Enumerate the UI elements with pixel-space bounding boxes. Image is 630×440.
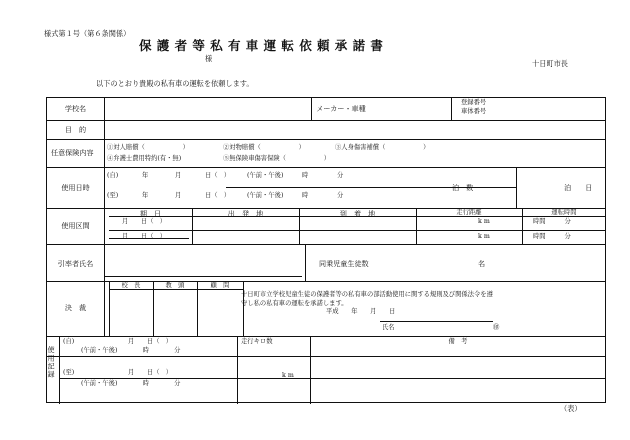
odometer-km: k m (282, 372, 294, 379)
use-datetime-label: 使用日時 (61, 183, 90, 192)
school-name-label: 学校名 (64, 104, 87, 113)
seal-mark: ㊞ (493, 324, 500, 331)
record-from-date: 月 日（ ） (128, 338, 173, 345)
supervisor-label: 引率者氏名 (57, 259, 94, 268)
principal-label: 校 長 (121, 282, 141, 289)
record-from-time: (午前・午後) 時 分 (81, 347, 181, 354)
record-to-time: (午前・午後) 時 分 (81, 380, 181, 387)
page-side-label: （表） (560, 404, 582, 413)
issuer-title: 十日町市長 (532, 59, 568, 68)
consent-text-line-2: 守し私の私有車の運転を承諾します。 (241, 300, 348, 307)
passengers-unit: 名 (478, 259, 486, 268)
to-month: 月 (175, 192, 182, 199)
signer-name-label: 氏名 (382, 324, 395, 331)
addressee-suffix: 様 (205, 54, 213, 63)
from-ampm: (午前・午後) (247, 172, 284, 179)
to-prefix: (至) (107, 192, 119, 199)
distance-header: 走行距離 (456, 209, 482, 216)
to-year: 年 (142, 192, 149, 199)
insurance-label: 任意保険内容 (51, 148, 94, 157)
nights-unit: 泊 日 (564, 183, 593, 192)
insurance-item-5: ⑤無保険車傷害保険（ ） (223, 155, 331, 162)
from-year: 年 (142, 172, 149, 179)
registration-label: 登録番号 (461, 99, 487, 106)
chassis-label: 車体番号 (461, 108, 487, 115)
consent-text-line-1: 十日町市立学校児童生徒の保護者等の私有車の部活動使用に関する規則及び関係法令を遵 (241, 291, 493, 298)
insurance-item-3: ③人身傷害補償（ ） (335, 144, 430, 151)
passengers-label: 同乗児童生徒数 (319, 259, 369, 268)
from-day: 日（ ） (205, 172, 231, 179)
from-prefix: (自) (107, 172, 119, 179)
arrival-header: 到 着 地 (339, 209, 376, 218)
vice-principal-label: 教 頭 (165, 282, 185, 289)
section-row-1-time: 時間 分 (533, 218, 571, 225)
staff-label: 顧 問 (210, 282, 230, 289)
section-row-2-km: k m (478, 233, 490, 240)
from-hour: 時 (302, 172, 309, 179)
to-day: 日（ ） (205, 192, 231, 199)
maker-model-label: メーカー・車種 (316, 104, 366, 113)
record-label: 使用記録 (47, 346, 57, 379)
departure-header: 出 発 地 (227, 209, 264, 218)
purpose-label: 目 的 (64, 125, 87, 134)
to-ampm: (午前・午後) (247, 192, 284, 199)
remarks-label: 備 考 (448, 338, 468, 345)
record-to-date: 月 日（ ） (128, 369, 173, 376)
section-row-1-km: k m (478, 218, 490, 225)
form-number: 様式第１号（第６条関係） (44, 29, 131, 38)
approval-label: 決 裁 (64, 303, 87, 312)
driving-time-header: 運転時間 (551, 209, 577, 216)
insurance-item-4: ④弁護士費用特約(有・無) (107, 155, 182, 162)
consent-date: 平成 年 月 日 (326, 308, 396, 315)
insurance-item-1: ①対人賠償（ ） (107, 144, 189, 151)
from-minute: 分 (337, 172, 344, 179)
record-to-prefix: (至) (63, 369, 75, 376)
to-minute: 分 (337, 192, 344, 199)
period-header: 期 日 (139, 209, 162, 218)
intro-text: 以下のとおり貴殿の私有車の運転を依頼します。 (96, 79, 254, 88)
section-row-2-time: 時間 分 (533, 233, 571, 240)
record-from-prefix: (自) (63, 338, 75, 345)
to-hour: 時 (302, 192, 309, 199)
nights-label: 泊 数 (452, 183, 474, 192)
section-row-2-date: 月 日（ ） (122, 233, 167, 240)
use-section-label: 使用区間 (61, 221, 90, 230)
document-title: 保護者等私有車運転依頼承諾書 (139, 38, 389, 53)
main-form-table (46, 97, 606, 403)
insurance-item-2: ②対物賠償（ ） (223, 144, 305, 151)
section-row-1-date: 月 日（ ） (122, 218, 167, 225)
odometer-label: 走行キロ数 (241, 338, 273, 345)
from-month: 月 (175, 172, 182, 179)
